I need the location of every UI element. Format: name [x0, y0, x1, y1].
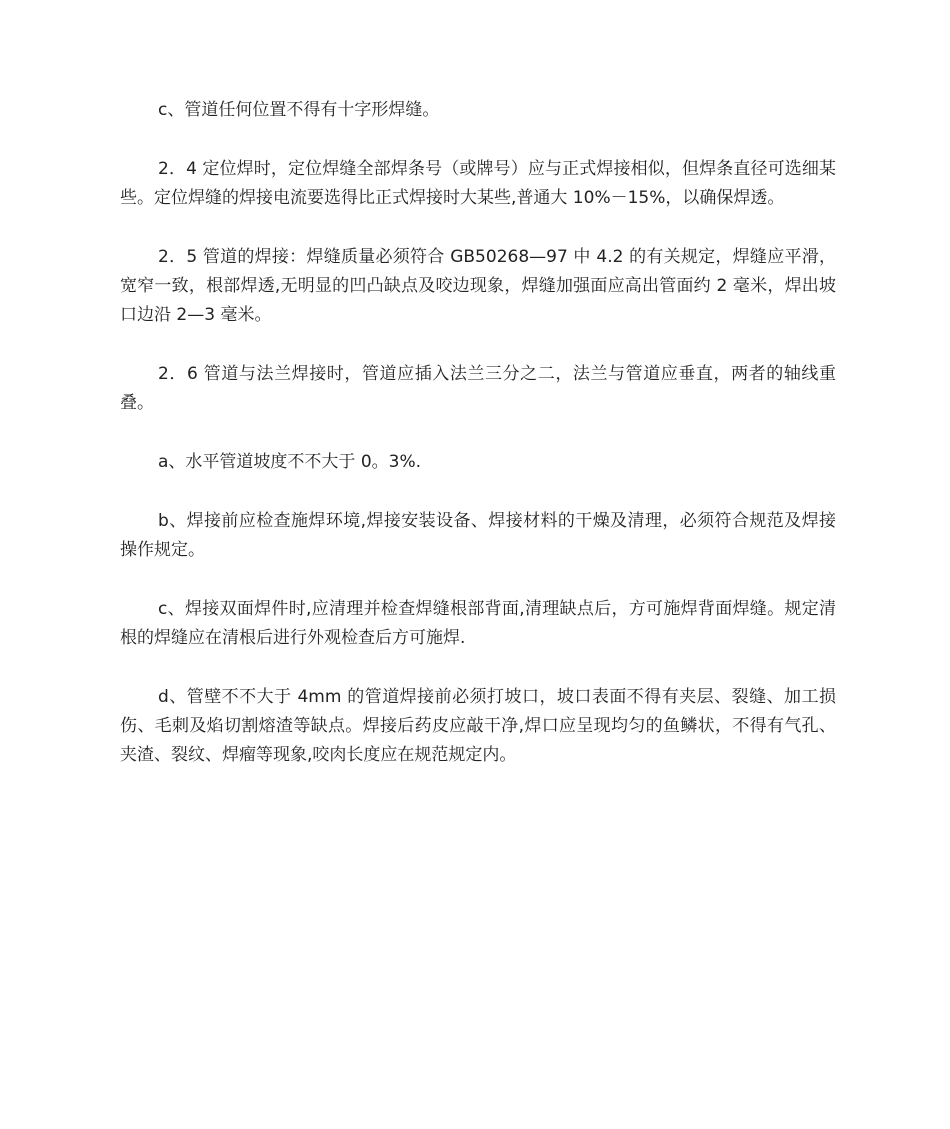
- document-page: [120, 96, 836, 800]
- paragraph-2-4-tack-welding: 2．4 定位焊时，定位焊缝全部焊条号（或牌号）应与正式焊接相似，但焊条直径可选细某些。定位焊缝的焊接电流要选得比正式焊接时大某些,普通大 10%－15%，以确保焊透。: [120, 159, 836, 208]
- paragraph-item-c-double-sided: c、焊接双面焊件时,应清理并检查焊缝根部背面,清理缺点后，方可施焊背面焊缝。规定清根的焊缝应在清根后进行外观检查后方可施焊.: [120, 599, 836, 648]
- paragraph-2-5-pipe-welding: 2．5 管道的焊接：焊缝质量必须符合 GB50268—97 中 4.2 的有关规定，焊缝应平滑，宽窄一致，根部焊透,无明显的凹凸缺点及咬边现象，焊缝加强面应高出管面约 2 毫米，焊出坡口边沿 2—3 毫米。: [120, 247, 836, 325]
- paragraph-item-c-cross-weld: c、管道任何位置不得有十字形焊缝。: [158, 100, 440, 120]
- paragraph-2-6-flange-welding: 2．6 管道与法兰焊接时，管道应插入法兰三分之二，法兰与管道应垂直，两者的轴线重叠。: [120, 364, 836, 413]
- paragraph-item-b-inspection: b、焊接前应检查施焊环境,焊接安装设备、焊接材料的干燥及清理，必须符合规范及焊接操作规定。: [120, 511, 836, 560]
- paragraph-item-a-slope: a、水平管道坡度不不大于 0。3%.: [158, 452, 422, 472]
- paragraph-item-d-bevel: d、管壁不不大于 4mm 的管道焊接前必须打坡口，坡口表面不得有夹层、裂缝、加工损伤、毛刺及焰切割熔渣等缺点。焊接后药皮应敲干净,焊口应呈现均匀的鱼鳞状，不得有气孔、夹渣、裂纹、焊瘤等现象,咬肉长度应在规范规定内。: [120, 687, 836, 765]
